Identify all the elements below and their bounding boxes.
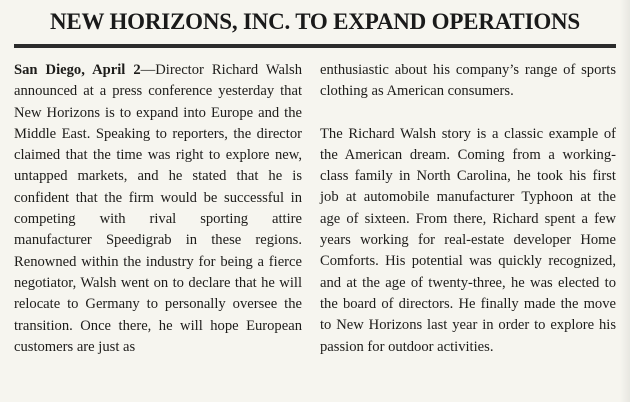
article-headline: NEW HORIZONS, INC. TO EXPAND OPERATIONS [49,9,581,34]
right-paragraph-1: enthusiastic about his company’s range of sports clothing as American consumers. [320,62,616,100]
page-edge-shadow [620,0,630,402]
headline-divider [14,44,616,48]
dateline: San Diego, April 2 [14,62,141,78]
right-column [320,60,616,358]
left-column-text: —Director Richard Walsh announced at a press conference yesterday that New Horizons is to expand into Europe and the Middle East. Speaking to reporters, the director claimed that the time was right to explore new, untapped markets, and he stated that he is confident that the firm would be successful in competing with rival sporting attire manufacturer Speedigrab in these regions. Renowned within the industry for being a fierce negotiator, Walsh went on to declare that he will relocate to Germany to personally oversee the transition. Once there, he will hope European customers are just as [14,62,302,355]
left-column [14,60,302,358]
article-body [14,60,616,358]
left-paragraph [14,60,302,358]
right-paragraph-2: The Richard Walsh story is a classic example of the American dream. Coming from a working-class family in North Carolina, he took his first job at automobile manufacturer Typhoon at the age of sixteen. From there, Richard spent a few years working for real-estate developer Home Comforts. His potential was quickly recognized, and at the age of twenty-three, he was elected to the board of directors. He finally made the move to New Horizons last year in order to explore his passion for outdoor activities. [320,125,616,355]
